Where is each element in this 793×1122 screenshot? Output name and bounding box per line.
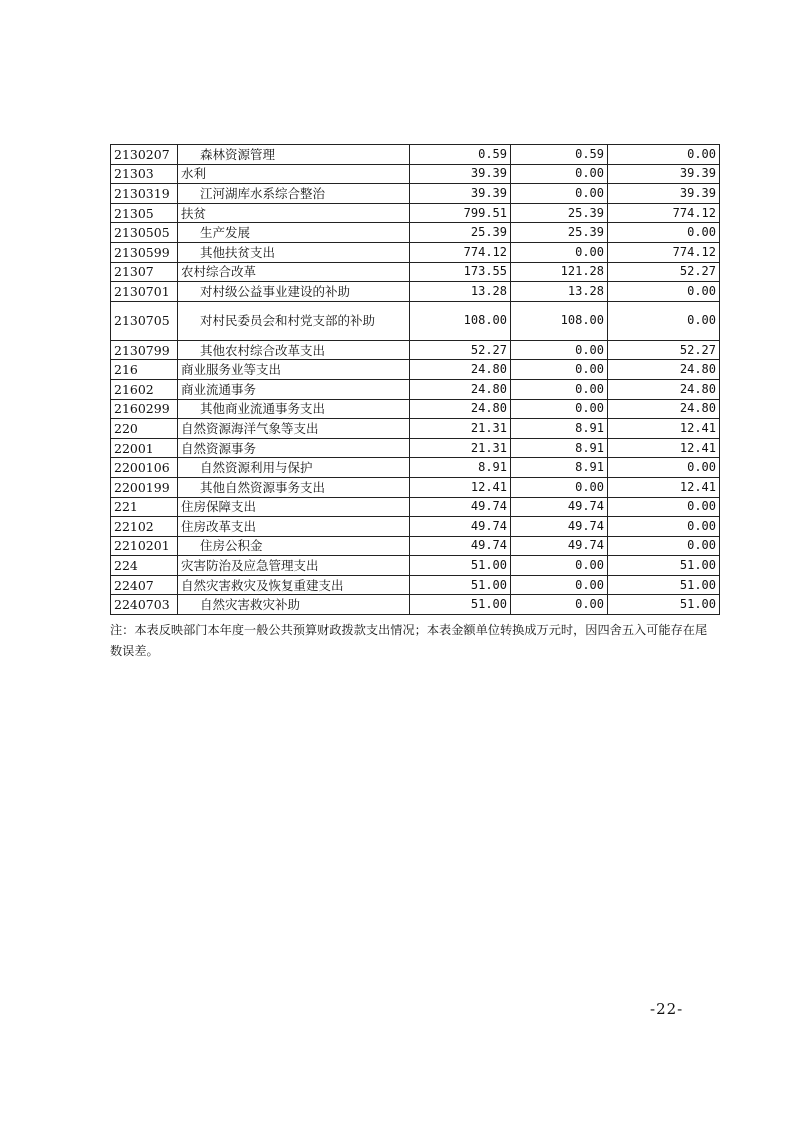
code-cell: 2200106	[111, 458, 178, 478]
code-cell: 2210201	[111, 536, 178, 556]
expenditure-table-body	[111, 145, 720, 615]
name-cell: 自然灾害救灾补助	[178, 595, 410, 615]
code-cell: 22001	[111, 438, 178, 458]
project-expense-cell: 774.12	[608, 242, 720, 262]
basic-expense-cell: 8.91	[511, 419, 608, 439]
name-cell: 其他扶贫支出	[178, 242, 410, 262]
total-cell: 108.00	[410, 301, 511, 340]
project-expense-cell: 0.00	[608, 536, 720, 556]
code-cell: 2240703	[111, 595, 178, 615]
total-cell: 173.55	[410, 262, 511, 282]
project-expense-cell: 39.39	[608, 184, 720, 204]
table-row	[111, 477, 720, 497]
project-expense-cell: 0.00	[608, 497, 720, 517]
table-row	[111, 595, 720, 615]
code-cell: 2130319	[111, 184, 178, 204]
basic-expense-cell: 13.28	[511, 282, 608, 302]
code-cell: 21602	[111, 379, 178, 399]
basic-expense-cell: 0.00	[511, 164, 608, 184]
name-cell: 自然灾害救灾及恢复重建支出	[178, 575, 410, 595]
total-cell: 49.74	[410, 497, 511, 517]
basic-expense-cell: 121.28	[511, 262, 608, 282]
code-cell: 2130705	[111, 301, 178, 340]
basic-expense-cell: 0.00	[511, 184, 608, 204]
total-cell: 39.39	[410, 164, 511, 184]
project-expense-cell: 24.80	[608, 399, 720, 419]
total-cell: 21.31	[410, 438, 511, 458]
table-row	[111, 242, 720, 262]
code-cell: 21305	[111, 203, 178, 223]
total-cell: 12.41	[410, 477, 511, 497]
table-row	[111, 223, 720, 243]
basic-expense-cell: 8.91	[511, 438, 608, 458]
project-expense-cell: 0.00	[608, 145, 720, 165]
table-footnote: 注：本表反映部门本年度一般公共预算财政拨款支出情况；本表金额单位转换成万元时，因四舍五入可能存在尾数误差。	[110, 623, 708, 658]
code-cell: 2160299	[111, 399, 178, 419]
basic-expense-cell: 25.39	[511, 223, 608, 243]
name-cell: 商业流通事务	[178, 379, 410, 399]
name-cell: 住房公积金	[178, 536, 410, 556]
code-cell: 2130799	[111, 340, 178, 360]
code-cell: 224	[111, 556, 178, 576]
total-cell: 39.39	[410, 184, 511, 204]
project-expense-cell: 0.00	[608, 458, 720, 478]
basic-expense-cell: 49.74	[511, 536, 608, 556]
basic-expense-cell: 0.00	[511, 242, 608, 262]
project-expense-cell: 51.00	[608, 556, 720, 576]
basic-expense-cell: 0.00	[511, 399, 608, 419]
table-row	[111, 145, 720, 165]
table-row	[111, 203, 720, 223]
code-cell: 220	[111, 419, 178, 439]
total-cell: 51.00	[410, 556, 511, 576]
table-row	[111, 399, 720, 419]
total-cell: 24.80	[410, 360, 511, 380]
project-expense-cell: 24.80	[608, 379, 720, 399]
table-row	[111, 536, 720, 556]
basic-expense-cell: 0.00	[511, 379, 608, 399]
name-cell: 对村级公益事业建设的补助	[178, 282, 410, 302]
basic-expense-cell: 0.00	[511, 340, 608, 360]
project-expense-cell: 39.39	[608, 164, 720, 184]
project-expense-cell: 0.00	[608, 517, 720, 537]
project-expense-cell: 0.00	[608, 282, 720, 302]
total-cell: 25.39	[410, 223, 511, 243]
total-cell: 24.80	[410, 379, 511, 399]
name-cell: 对村民委员会和村党支部的补助	[178, 301, 410, 340]
name-cell: 农村综合改革	[178, 262, 410, 282]
basic-expense-cell: 49.74	[511, 497, 608, 517]
table-row	[111, 556, 720, 576]
table-row	[111, 282, 720, 302]
name-cell: 其他自然资源事务支出	[178, 477, 410, 497]
project-expense-cell: 774.12	[608, 203, 720, 223]
code-cell: 21307	[111, 262, 178, 282]
code-cell: 221	[111, 497, 178, 517]
basic-expense-cell: 0.00	[511, 477, 608, 497]
name-cell: 自然资源事务	[178, 438, 410, 458]
expenditure-table	[110, 144, 720, 615]
basic-expense-cell: 0.00	[511, 556, 608, 576]
project-expense-cell: 24.80	[608, 360, 720, 380]
basic-expense-cell: 0.00	[511, 575, 608, 595]
basic-expense-cell: 0.59	[511, 145, 608, 165]
project-expense-cell: 52.27	[608, 262, 720, 282]
name-cell: 商业服务业等支出	[178, 360, 410, 380]
total-cell: 52.27	[410, 340, 511, 360]
code-cell: 2130207	[111, 145, 178, 165]
basic-expense-cell: 108.00	[511, 301, 608, 340]
table-row	[111, 379, 720, 399]
table-row	[111, 458, 720, 478]
name-cell: 灾害防治及应急管理支出	[178, 556, 410, 576]
page-number: -22-	[650, 1000, 684, 1018]
code-cell: 2130505	[111, 223, 178, 243]
name-cell: 住房改革支出	[178, 517, 410, 537]
code-cell: 2130599	[111, 242, 178, 262]
table-row	[111, 164, 720, 184]
total-cell: 49.74	[410, 536, 511, 556]
project-expense-cell: 12.41	[608, 438, 720, 458]
name-cell: 森林资源管理	[178, 145, 410, 165]
total-cell: 13.28	[410, 282, 511, 302]
name-cell: 其他商业流通事务支出	[178, 399, 410, 419]
basic-expense-cell: 25.39	[511, 203, 608, 223]
table-row	[111, 517, 720, 537]
code-cell: 22407	[111, 575, 178, 595]
name-cell: 自然资源海洋气象等支出	[178, 419, 410, 439]
table-row	[111, 360, 720, 380]
project-expense-cell: 0.00	[608, 301, 720, 340]
table-row	[111, 262, 720, 282]
table-row	[111, 340, 720, 360]
project-expense-cell: 51.00	[608, 595, 720, 615]
name-cell: 住房保障支出	[178, 497, 410, 517]
code-cell: 216	[111, 360, 178, 380]
table-row	[111, 438, 720, 458]
basic-expense-cell: 49.74	[511, 517, 608, 537]
project-expense-cell: 12.41	[608, 477, 720, 497]
code-cell: 2200199	[111, 477, 178, 497]
table-row	[111, 419, 720, 439]
table-row	[111, 497, 720, 517]
total-cell: 24.80	[410, 399, 511, 419]
code-cell: 21303	[111, 164, 178, 184]
total-cell: 8.91	[410, 458, 511, 478]
project-expense-cell: 51.00	[608, 575, 720, 595]
table-row	[111, 575, 720, 595]
table-row	[111, 184, 720, 204]
total-cell: 0.59	[410, 145, 511, 165]
table-row	[111, 301, 720, 340]
name-cell: 江河湖库水系综合整治	[178, 184, 410, 204]
name-cell: 水利	[178, 164, 410, 184]
code-cell: 22102	[111, 517, 178, 537]
total-cell: 774.12	[410, 242, 511, 262]
total-cell: 21.31	[410, 419, 511, 439]
total-cell: 799.51	[410, 203, 511, 223]
project-expense-cell: 12.41	[608, 419, 720, 439]
name-cell: 自然资源利用与保护	[178, 458, 410, 478]
name-cell: 扶贫	[178, 203, 410, 223]
total-cell: 49.74	[410, 517, 511, 537]
project-expense-cell: 0.00	[608, 223, 720, 243]
project-expense-cell: 52.27	[608, 340, 720, 360]
name-cell: 生产发展	[178, 223, 410, 243]
basic-expense-cell: 0.00	[511, 360, 608, 380]
basic-expense-cell: 0.00	[511, 595, 608, 615]
basic-expense-cell: 8.91	[511, 458, 608, 478]
name-cell: 其他农村综合改革支出	[178, 340, 410, 360]
total-cell: 51.00	[410, 595, 511, 615]
total-cell: 51.00	[410, 575, 511, 595]
code-cell: 2130701	[111, 282, 178, 302]
